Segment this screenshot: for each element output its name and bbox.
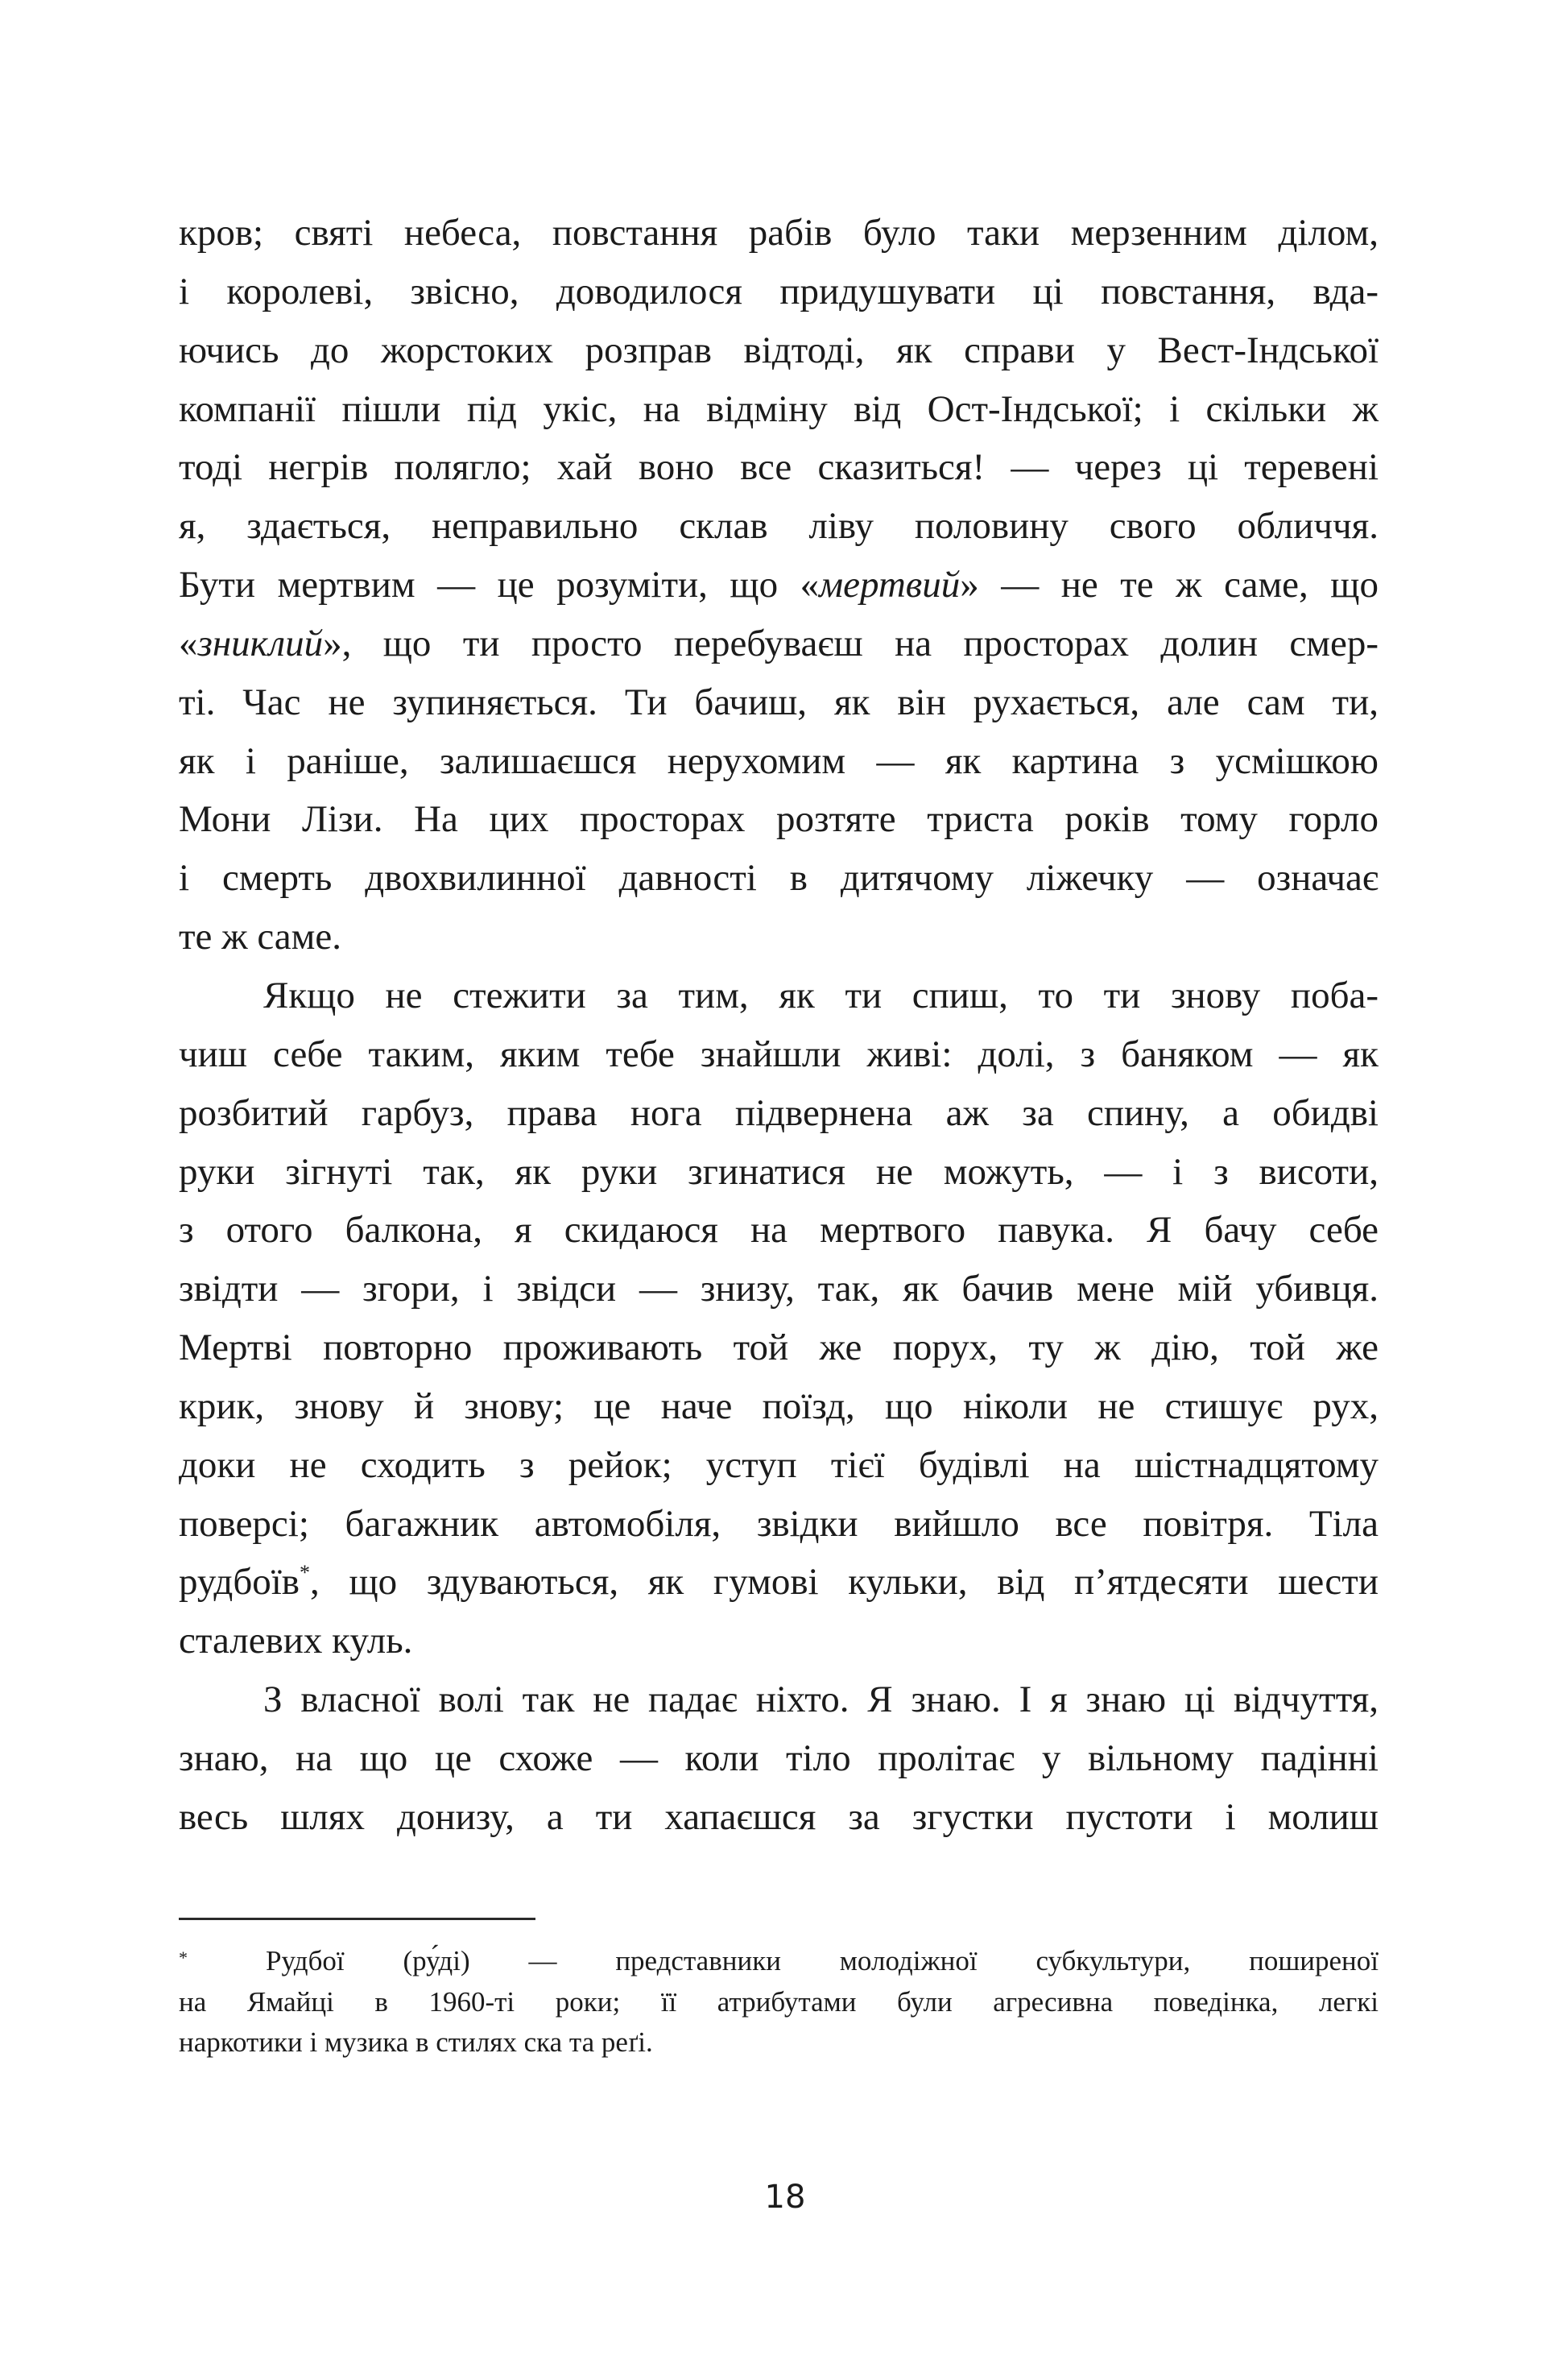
paragraph-end-line: те ж саме. [179,916,342,958]
paragraph-end-line: сталевих куль. [179,1620,413,1662]
text-line: чиш себе таким, яким тебе знайшли живі: долі, з баняком — як [179,1033,1379,1075]
text-line: доки не сходить з рейок; уступ тієї будівлі на шістнадцятому [179,1443,1379,1486]
footnote-line [179,1941,1379,1982]
text-run: » — не те ж саме, що [960,564,1379,606]
text-line: Мертві повторно проживають той же порух, ту ж дію, той же [179,1327,1379,1369]
footnote-marker: * [179,1947,188,1968]
footnote-text: Рудбої (ру́ді) — представники молодіжної субкультури, поширеної [266,1945,1379,1976]
text-line: поверсі; багажник автомобіля, звідки вийшло все повітря. Тіла [179,1502,1379,1545]
footnote-reference[interactable]: * [300,1561,310,1585]
text-line: ті. Час не зупиняється. Ти бачиш, як він рухається, але сам ти, [179,681,1379,723]
text-line: руки зігнуті так, як руки згинатися не можуть, — і з висоти, [179,1150,1379,1193]
text-line-with-footnote-ref [179,1553,1379,1612]
text-line: і смерть двохвилинної давності в дитячому ліжечку — означає [179,857,1379,900]
footnote-separator [179,1918,535,1920]
text-line-with-italic [179,615,1379,673]
footnote [179,1941,1379,2063]
paragraph-first-line: Якщо не стежити за тим, як ти спиш, то ти знову поба- [263,974,1379,1016]
text-line: знаю, на що це схоже — коли тіло пролітає у вільному падінні [179,1736,1379,1779]
text-line: кров; святі небеса, повстання рабів було таки мерзенним ділом, [179,212,1379,254]
text-line: я, здається, неправильно склав ліву половину свого обличчя. [179,505,1379,548]
text-line: розбитий гарбуз, права нога підвернена аж за спину, а обидві [179,1091,1379,1134]
paragraph-first-line: З власної волі так не падає ніхто. Я знаю. І я знаю ці відчуття, [263,1678,1379,1721]
text-run: рудбоїв [179,1561,300,1604]
text-run: Бути мертвим — це розуміти, що « [179,564,820,606]
italic-word: зниклий [197,622,324,664]
footnote-line: на Ямайці в 1960-ті роки; її атрибутами були агресивна поведінка, легкі [179,1985,1379,2018]
text-line: тоді негрів полягло; хай воно все сказиться! — через ці теревені [179,446,1379,489]
text-line: Мони Лізи. На цих просторах розтяте триста років тому горло [179,798,1379,841]
text-line: і королеві, звісно, доводилося придушувати ці повстання, вда- [179,270,1379,313]
footnote-line: наркотики і музика в стилях ска та реґі. [179,2026,653,2058]
text-line: з отого балкона, я скидаюся на мертвого павука. Я бачу себе [179,1209,1379,1252]
text-run: », що ти просто перебуваєш на просторах долин смер- [323,622,1379,664]
text-line: як і раніше, залишаєшся нерухомим — як картина з усмішкою [179,739,1379,782]
text-line: компанії пішли під укіс, на відміну від Ост-Індської; і скільки ж [179,387,1379,430]
text-run: , що здуваються, як гумові кульки, від п’ятдесяти шести [310,1561,1379,1604]
text-run: « [179,622,198,664]
text-line: звідти — згори, і звідси — знизу, так, як бачив мене мій убивця. [179,1268,1379,1310]
page-number: 18 [764,2179,806,2216]
text-line: ючись до жорстоких розправ відтоді, як справи у Вест-Індської [179,329,1379,371]
italic-word: мертвий [819,564,961,606]
text-line: крик, знову й знову; це наче поїзд, що ніколи не стишує рух, [179,1385,1379,1427]
text-line-with-italic [179,556,1379,615]
text-line: весь шлях донизу, а ти хапаєшся за згустки пустоти і молиш [179,1795,1379,1838]
body-text [179,204,1379,1847]
